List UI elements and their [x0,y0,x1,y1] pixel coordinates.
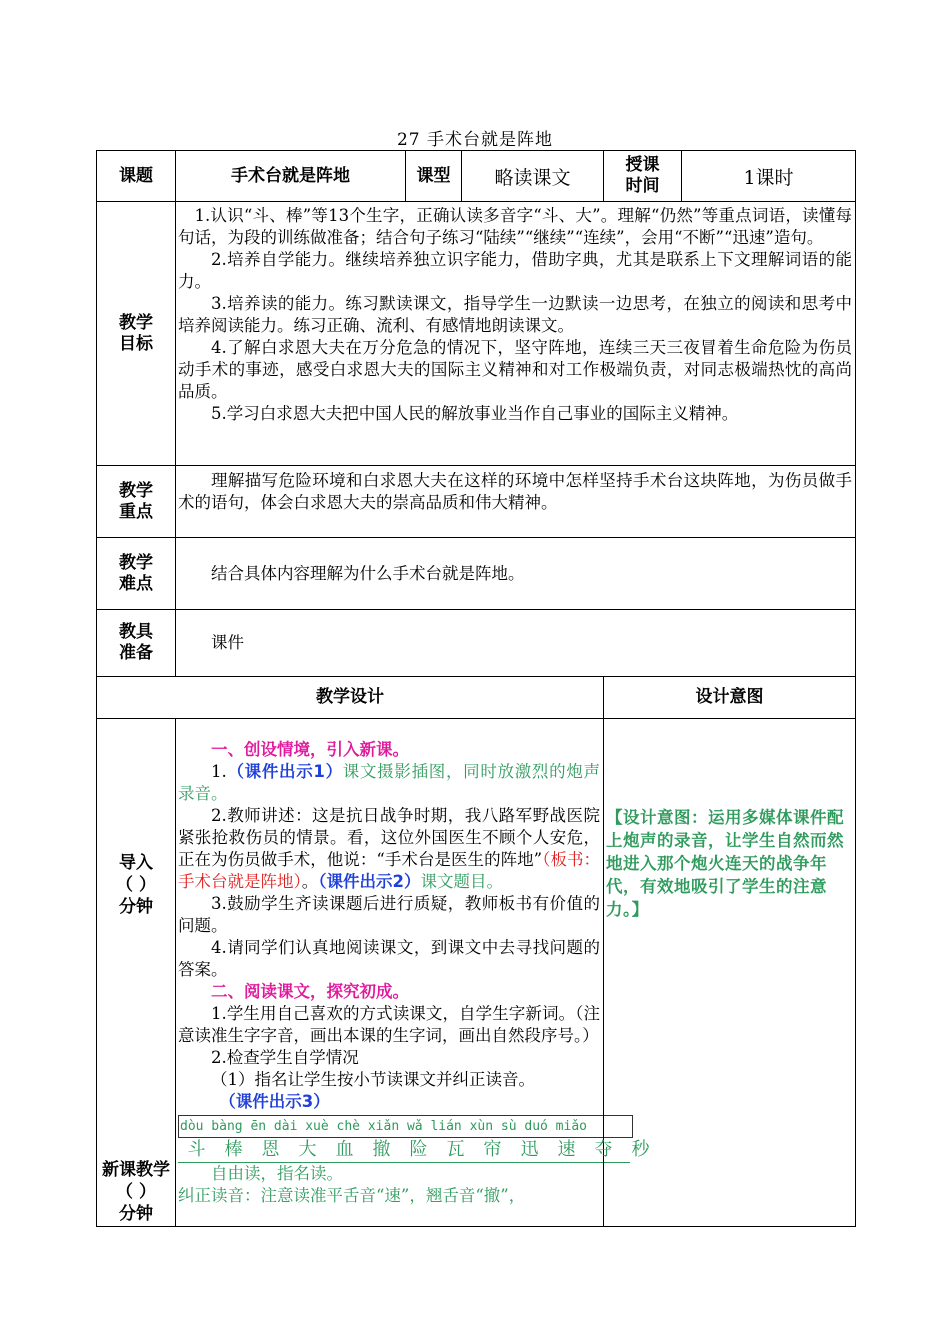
character-3: 大 [298,1139,317,1160]
difficulties-text: 结合具体内容理解为什么手术台就是阵地。 [211,563,525,583]
newlesson-stage-label [97,1159,175,1225]
goal-item: 4.了解白求恩大夫在万分危急的情况下，坚守阵地，连续三天三夜冒着生命危险为伤员动手术的事迹，感受白求恩大夫的国际主义精神和对工作极端负责，对同志极端热忱的高尚品质。 [178,338,852,401]
goal-item: 5.学习白求恩大夫把中国人民的解放事业当作自己事业的国际主义精神。 [211,404,739,423]
section2-title: 二、阅读课文，探究初成。 [211,982,409,1001]
character-4: 血 [335,1139,354,1160]
stage-labels [97,719,176,1227]
intro-step-1-num: 1. [211,762,227,781]
keypoints-row [97,466,856,538]
keypoints-text: 理解描写危险环境和白求恩大夫在这样的环境中怎样坚持手术台这块阵地，为伤员做手术的语句，体会白求恩大夫的崇高品质和伟大精神。 [178,471,852,512]
intro-step-3: 3.鼓励学生齐读课题后进行质疑，教师板书有价值的问题。 [178,894,600,935]
materials-label [97,610,176,677]
intro-stage-label [97,852,175,918]
courseware-1-desc: 课文摄影插图，同时放激烈的炮声录音。 [178,762,601,803]
section1-title: 一、创设情境，引入新课。 [211,740,409,759]
design-content [176,719,650,1227]
newlesson-label-2: （ ） [116,1182,156,1202]
newlesson-label-1: 新课教学 [102,1160,170,1180]
character-0: 斗 [187,1139,206,1160]
intro-label-1: 导入 [119,853,153,873]
time-label [604,151,682,202]
materials-label-text: 教具准备 [119,622,153,663]
design-header: 教学设计 [97,677,604,719]
time-value: 1课时 [682,151,856,202]
keypoints-label [97,466,176,538]
newlesson-label-3: 分钟 [119,1204,153,1224]
type-label: 课型 [406,151,462,202]
character-10: 速 [557,1139,576,1160]
materials-text: 课件 [211,633,244,652]
goals-label-text: 教学目标 [119,312,153,354]
type-value: 略读课文 [462,151,604,202]
intro-label-3: 分钟 [119,897,153,917]
goals-row [97,202,856,466]
character-1: 棒 [224,1139,243,1160]
intro-step-2-text: 2.教师讲述：这是抗日战争时期，我八路军野战医院紧张抢救伤员的情景。看，这位外国医生不顾个人安危，正在为伤员做手术，他说：“手术台是医生的阵地” [178,806,600,869]
courseware-3: （课件出示3） [219,1092,330,1111]
goal-item: 2.培养自学能力。继续培养独立识字能力，借助字典，尤其是联系上下文理解词语的能力。 [178,250,852,291]
read-instruction: 自由读，指名读。 [211,1164,343,1183]
goal-item: 3.培养读的能力。练习默读课文，指导学生一边默读一边思考，在独立的阅读和思考中培养阅读能力。练习正确、流利、有感情地朗读课文。 [178,294,852,335]
character-7: 瓦 [446,1139,465,1160]
pinyin-row: dòu bàng ēn dài xuè chè xiǎn wǎ lián xùn sù duó miǎo [178,1115,633,1138]
intro-step-2-punct: 。 [301,872,319,891]
topic-value: 手术台就是阵地 [176,151,406,202]
intro-step-4: 4.请同学们认真地阅读课文，到课文中去寻找问题的答案。 [178,938,600,979]
intent-intro: 【设计意图：运用多媒体课件配上炮声的录音，让学生自然而然地进入那个炮火连天的战争年代，有效地吸引了学生的注意力。】 [606,808,844,919]
keypoints-label-text: 教学重点 [119,480,153,522]
difficulties-label [97,538,176,610]
courseware-1: （课件出示1） [226,762,343,781]
intro-step-1 [178,761,600,805]
materials-content [176,610,856,677]
character-6: 险 [409,1139,428,1160]
document-title: 27 手术台就是阵地 [396,130,554,150]
intent-header: 设计意图 [604,677,856,719]
courseware-2-desc: 课文题目。 [420,872,503,891]
difficulties-label-text: 教学难点 [119,552,153,594]
character-row [178,1138,650,1163]
character-11: 夺 [594,1139,613,1160]
courseware-2: （课件出示2） [318,872,421,891]
lesson-plan-table [96,150,856,1227]
materials-row [97,610,856,677]
goals-label [97,202,176,466]
difficulties-content [176,538,856,610]
design-body-row [97,719,856,1227]
goals-content [176,202,856,466]
character-9: 迅 [520,1139,539,1160]
header-row [97,151,856,202]
character-2: 恩 [261,1139,280,1160]
lesson-step-2: 2.检查学生自学情况 [211,1048,359,1067]
character-8: 帘 [483,1139,502,1160]
keypoints-content [176,466,856,538]
intro-step-2 [178,805,600,893]
intro-label-2: （ ） [116,875,156,895]
board-note: （板书：手术台就是阵地） [178,850,601,891]
correct-instruction: 纠正读音：注意读准平舌音“速”，翘舌音“撤”， [178,1186,526,1205]
design-header-row [97,677,856,719]
topic-label: 课题 [97,151,176,202]
difficulties-row [97,538,856,610]
lesson-step-2-1: （1）指名让学生按小节读课文并纠正读音。 [211,1070,535,1089]
character-5: 撤 [372,1139,391,1160]
time-label-text: 授课时间 [625,155,660,196]
lesson-step-1: 1.学生用自己喜欢的方式读课文，自学生字新词。（注意读准生字字音，画出本课的生字词，画出自然段序号。） [178,1004,600,1045]
character-12: 秒 [631,1139,650,1160]
goal-item: 1.认识“斗、棒”等13个生字，正确认读多音字“斗、大”。理解“仍然”等重点词语，读懂每句话，为段的训练做准备；结合句子练习“陆续”“继续”“连续”，会用“不断”“迅速”造句。 [178,206,852,247]
